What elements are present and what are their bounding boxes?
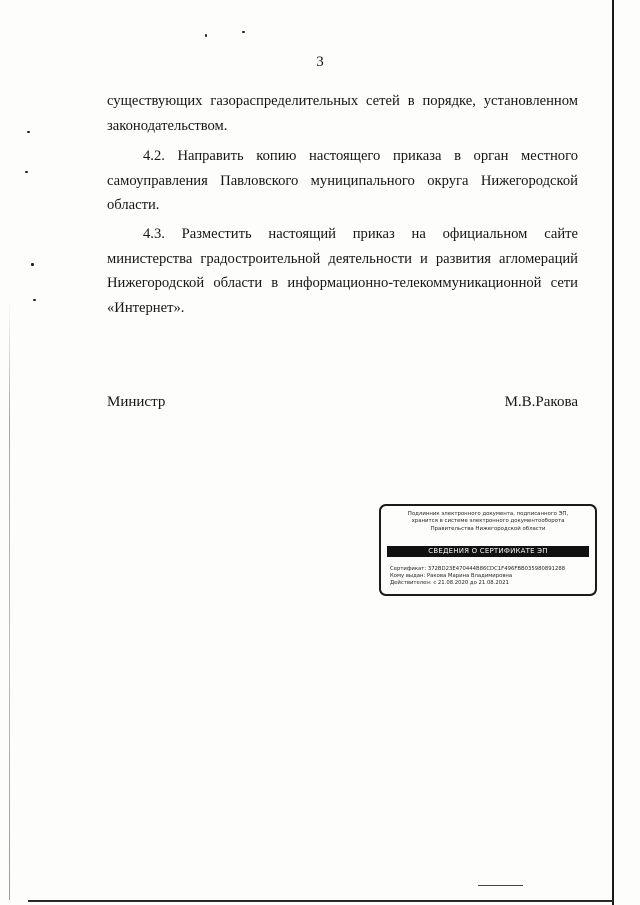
signature-block bbox=[107, 394, 578, 411]
stamp-details bbox=[390, 566, 591, 588]
page-number: 3 bbox=[316, 54, 324, 70]
scan-edge-left bbox=[9, 300, 10, 900]
scan-speck bbox=[31, 263, 34, 266]
scan-speck bbox=[27, 131, 30, 133]
stamp-certificate: Сертификат: 372BD23E470444B86CDC1F496FBB035980891288 bbox=[390, 566, 566, 572]
scan-mark bbox=[478, 885, 523, 886]
scan-speck bbox=[205, 34, 207, 37]
stamp-validity: Действителен: с 21.08.2020 до 21.08.2021 bbox=[390, 580, 509, 587]
paragraph-continuation: существующих газораспределительных сетей в порядке, установленном законодательством. bbox=[107, 93, 578, 134]
scan-speck bbox=[242, 31, 245, 33]
electronic-signature-stamp bbox=[379, 504, 597, 596]
stamp-notice-line: Подлинник электронного документа, подписанного ЭП, bbox=[407, 511, 569, 517]
paragraph-4-3: 4.3. Разместить настоящий приказ на официальном сайте министерства градостроительной деятельности и развития агломераций Нижегородской области в информационно-телекоммуникационной сети «Интернет». bbox=[107, 226, 578, 316]
signatory-name: М.В.Ракова bbox=[504, 394, 578, 410]
stamp-banner: СВЕДЕНИЯ О СЕРТИФИКАТЕ ЭП bbox=[387, 546, 589, 557]
scan-edge-right bbox=[612, 0, 614, 905]
scan-speck bbox=[33, 299, 36, 301]
stamp-notice bbox=[385, 511, 591, 533]
scan-speck bbox=[25, 171, 28, 173]
signatory-position: Министр bbox=[107, 394, 166, 410]
scan-edge-bottom bbox=[28, 900, 613, 902]
paragraph-4-2: 4.2. Направить копию настоящего приказа в орган местного самоуправления Павловского муниципального округа Нижегородской области. bbox=[107, 148, 578, 213]
stamp-notice-line: Правительства Нижегородской области bbox=[430, 525, 546, 532]
stamp-notice-line: хранится в системе электронного документооборота bbox=[411, 518, 565, 525]
stamp-issued-to: Кому выдан: Ракова Марина Владимировна bbox=[390, 573, 513, 580]
